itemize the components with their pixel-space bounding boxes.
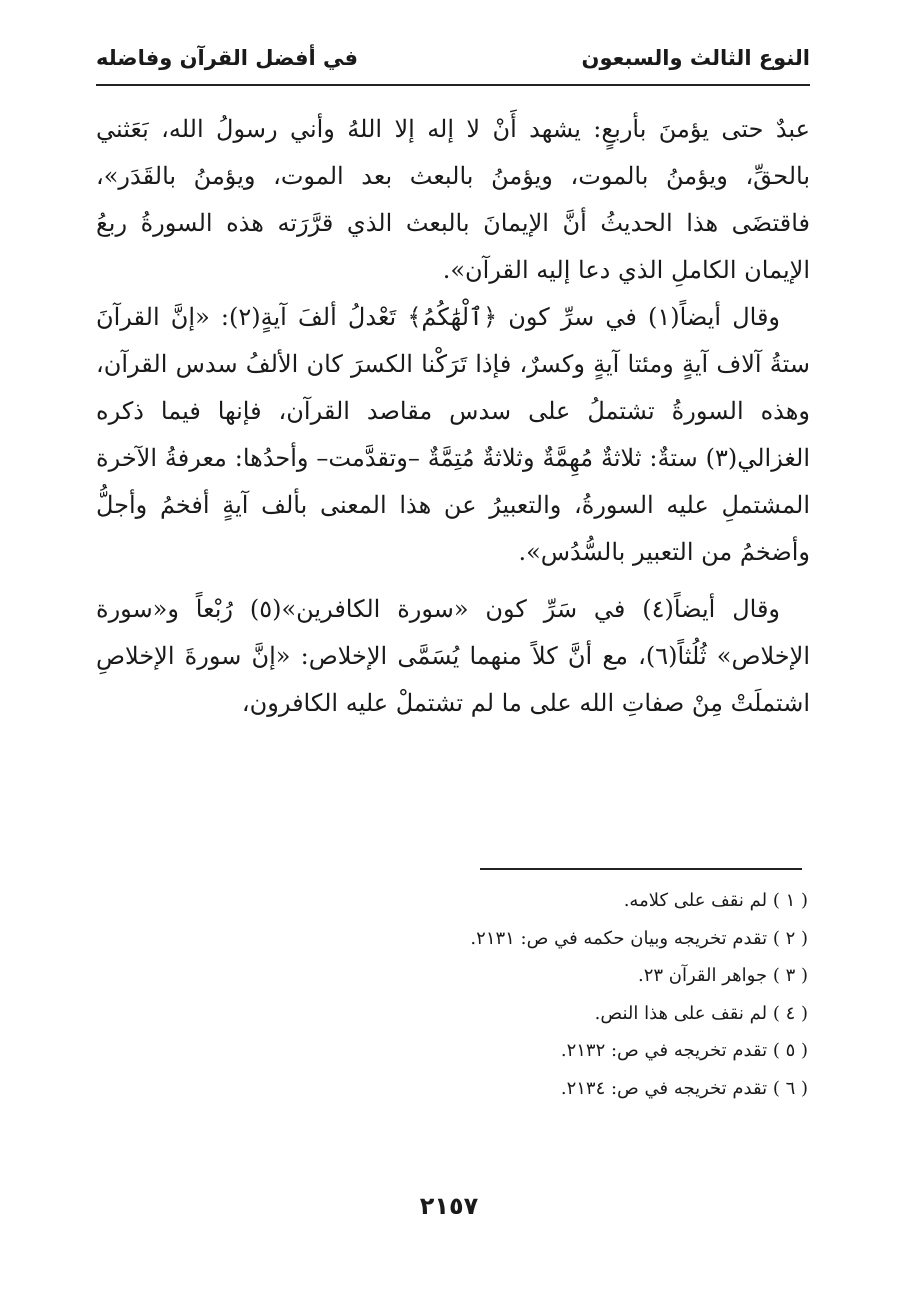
section-title: في أفضل القرآن وفاضله: [96, 46, 358, 70]
footnote-1: ( ١ ) لم نقف على كلامه.: [623, 890, 808, 911]
main-text: [96, 106, 810, 727]
header-divider: [96, 84, 810, 86]
footnote-5: ( ٥ ) تقدم تخريجه في ص: ٢١٣٢.: [560, 1040, 808, 1061]
page-number: ٢١٥٧: [419, 1192, 479, 1220]
paragraph-2: وقال أيضاً(١) في سرِّ كون ﴿ٱلْهَٰكُمُ﴾ تَعْدلُ ألفَ آيةٍ(٢): «إنَّ القرآنَ ستةُ آلاف آيةٍ ومئتا آيةٍ وكسرٌ، فإذا تَرَكْنا الكسرَ كان الألفُ سدس القرآن، وهذه السورةُ تشتملُ على سدس مقاصد القرآن، فإنها فيما ذكره الغزالي(٣) ستةٌ: ثلاثةٌ مُهِمَّةٌ وثلاثةٌ مُتِمَّةٌ –وتقدَّمت– وأحدُها: معرفةُ الآخرة المشتملِ عليه السورةُ، والتعبيرُ عن هذا المعنى بألف آيةٍ أفخمُ وأجلُّ وأضخمُ من التعبير بالسُّدُس».: [96, 303, 810, 566]
paragraph-1: عبدٌ حتى يؤمنَ بأربعٍ: يشهد أَنْ لا إله إلا اللهُ وأني رسولُ الله، بَعَثني بالحقِّ، ويؤمنُ بالموت، ويؤمنُ بالبعث بعد الموت، ويؤمنُ بالقَدَر»، فاقتضَى هذا الحديثُ أنَّ الإيمانَ بالبعث الذي قرَّرَته هذه السورةُ ربعُ الإيمان الكاملِ الذي دعا إليه القرآن».: [96, 115, 810, 284]
footnote-divider: [480, 868, 802, 870]
footnote-2: ( ٢ ) تقدم تخريجه وبيان حكمه في ص: ٢١٣١.: [470, 927, 808, 949]
footnote-6: ( ٦ ) تقدم تخريجه في ص: ٢١٣٤.: [560, 1077, 808, 1099]
footnote-4: ( ٤ ) لم نقف على هذا النص.: [594, 1002, 808, 1024]
chapter-title: النوع الثالث والسبعون: [581, 46, 810, 70]
footnotes-list: [96, 882, 808, 1107]
running-header: [96, 38, 810, 78]
paragraph-3: وقال أيضاً(٤) في سَرِّ كون «سورة الكافرين»(٥) رُبْعاً و«سورة الإخلاص» ثُلُثاً(٦)، مع أنَّ كلاً منهما يُسَمَّى الإخلاص: «إنَّ سورةَ الإخلاصِ اشتملَتْ مِنْ صفاتِ الله على ما لم تشتملْ عليه الكافرون،: [96, 595, 810, 717]
footnote-3: ( ٣ ) جواهر القرآن ٢٣.: [637, 965, 808, 986]
